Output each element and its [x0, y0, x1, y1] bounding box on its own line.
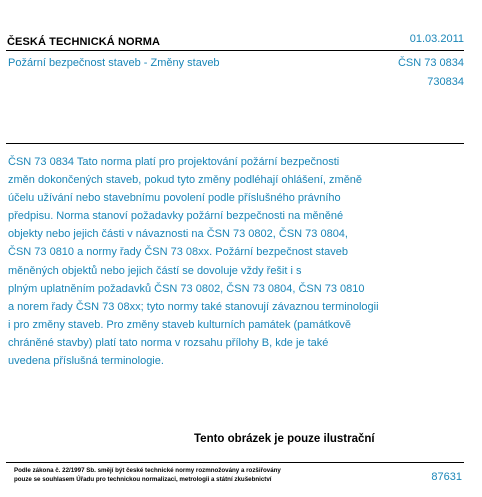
footer-divider [6, 462, 464, 463]
description-line: chráněné stavby) platí tato norma v rozsahu přílohy B, kde je také [8, 336, 329, 349]
legal-line: pouze se souhlasem Úřadu pro technickou normalizaci, metrologii a státní zkušebnictví [14, 475, 272, 483]
description-line: plným uplatněním požadavků ČSN 73 0802, ČSN 73 0804, ČSN 73 0810 [8, 282, 365, 295]
description-line: změn dokončených staveb, pokud tyto změny podléhají ohlášení, změně [8, 174, 363, 187]
legal-line: Podle zákona č. 22/1997 Sb. smějí být české technické normy rozmnožovány a rozšiřovány [14, 467, 281, 474]
description-line: ČSN 73 0834 Tato norma platí pro projektování požární bezpečnosti [8, 156, 340, 168]
description-line: uvedena příslušná terminologie. [8, 355, 164, 368]
description-line: předpisu. Norma stanoví požadavky požární bezpečnosti na měněné [8, 210, 344, 223]
description-line: objekty nebo jejich části v návaznosti na ČSN 73 0802, ČSN 73 0804, [8, 228, 348, 241]
publication-date: 01.03.2011 [409, 33, 464, 45]
header-divider [6, 50, 464, 51]
legal-notice [14, 467, 281, 484]
standard-number: ČSN 73 0834 [397, 57, 464, 69]
standard-subject: Požární bezpečnost staveb - Změny staveb [8, 57, 220, 69]
standard-description [8, 153, 438, 370]
description-line: i pro změny staveb. Pro změny staveb kulturních památek (památkově [8, 318, 351, 331]
description-line: a norem řady ČSN 73 08xx; tyto normy také stanovují závaznou terminologii [8, 300, 379, 313]
standard-type-title: ČESKÁ TECHNICKÁ NORMA [7, 36, 161, 48]
description-line: účelu užívání nebo stavebnímu povolení podle příslušného právního [8, 192, 341, 205]
description-line: měněných objektů nebo jejich částí se dovoluje vždy řešit i s [8, 264, 302, 277]
description-line: ČSN 73 0810 a normy řady ČSN 73 08xx. Požární bezpečnost staveb [8, 246, 348, 259]
document-code: 87631 [431, 471, 462, 483]
section-divider [6, 143, 464, 144]
illustrative-notice: Tento obrázek je pouze ilustrační [194, 433, 375, 445]
catalog-number: 730834 [427, 76, 464, 88]
